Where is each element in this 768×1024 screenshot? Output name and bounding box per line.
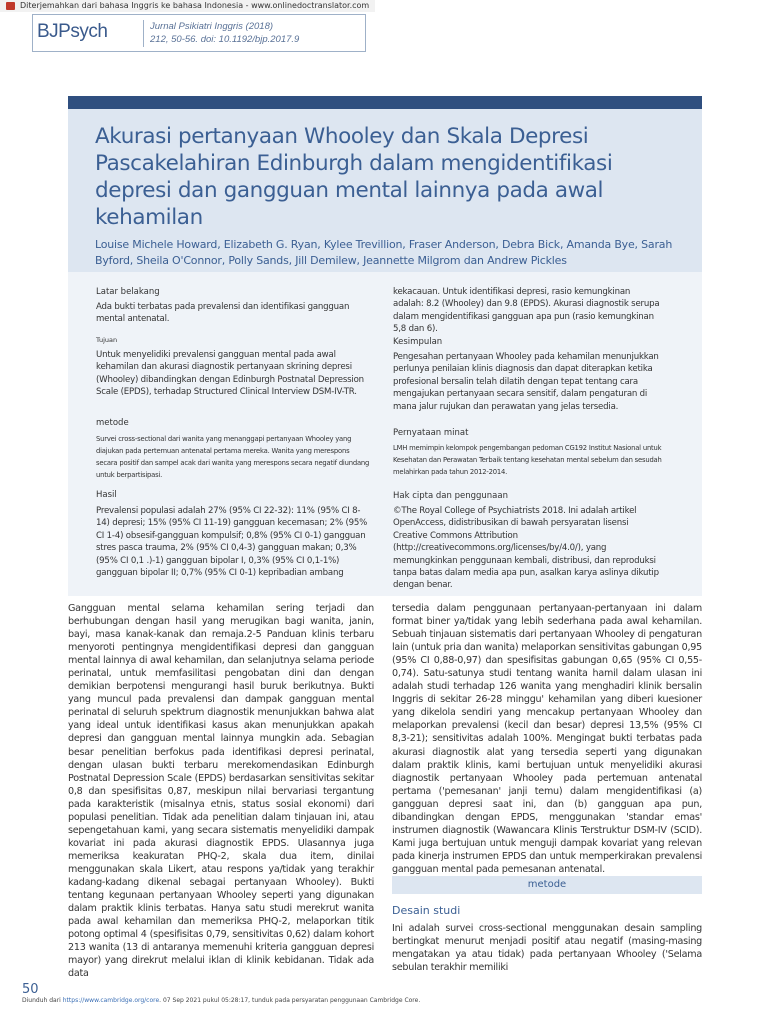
journal-logo: BJPsych [37, 21, 108, 42]
article-authors: Louise Michele Howard, Elizabeth G. Ryan, Kylee Trevillion, Fraser Anderson, Debra Bick, Amanda Bye, Sarah Byford, Sheila O'Connor, Polly Sands, Jill Demilew, Jeannette Milgrom dan Andrew Pickles [95, 238, 673, 267]
footer-suffix: . 07 Sep 2021 pukul 05:28:17, tunduk pada persyaratan penggunaan Cambridge Core. [159, 997, 421, 1004]
journal-divider [143, 20, 144, 47]
journal-doi: 212, 50-56. doi: 10.1192/bjp.2017.9 [150, 34, 300, 45]
body-right-column: tersedia dalam penggunaan pertanyaan-pertanyaan ini dalam format biner ya/tidak yang lebih sederhana pada awal kehamilan. Sebuah tinjauan sistematis dari pertanyaan Whooley di pengaturan lain (untuk pria dan wanita) melaporkan sensitivitas gabungan 0,95 (95% CI 0,88-0,97) dan spesifisitas gabungan 0,65 (95% CI 0,55-0,74). Satu-satunya studi tentang wanita hamil dalam ulasan ini adalah studi terhadap 126 wanita yang menghadiri klinik bersalin Inggris di sekitar 26-28 minggu' kehamilan yang diberi kuesioner yang dikelola sendiri yang mencakup pertanyaan Whooley dan melaporkan prevalensi (kecil dan besar) depresi 13,5% (95% CI 8,3-21); sensitivitas adalah 100%. Mengingat bukti terbatas pada akurasi diagnostik alat yang tersedia seperti yang digunakan dalam praktik klinis, kami bertujuan untuk menyelidiki akurasi diagnostik pertanyaan Whooley pada pertemuan antenatal pertama ('pemesanan' janji temu) dalam mengidentifikasi (a) gangguan depresi saat ini, dan (b) gangguan apa pun, dibandingkan dengan EPDS, menggunakan 'standar emas' instrumen diagnostik (Wawancara Klinis Terstruktur DSM-IV (SCID). Kami juga bertujuan untuk menguji dampak kovariat yang relevan pada kinerja instrumen EPDS dan untuk memperkirakan prevalensi gangguan mental pada pemesanan antenatal. [392, 603, 702, 875]
abstract-copyright-heading: Hak cipta dan penggunaan [393, 491, 508, 501]
abstract-conclusions-heading: Kesimpulan [393, 337, 443, 347]
footer-link[interactable]: https://www.cambridge.org/core [62, 997, 160, 1004]
abstract-results-heading: Hasil [96, 490, 117, 500]
abstract-declaration-heading: Pernyataan minat [393, 428, 469, 438]
article-title: Akurasi pertanyaan Whooley dan Skala Depresi Pascakelahiran Edinburgh dalam mengidentifikasi depresi dan gangguan mental lainnya pada awal kehamilan [95, 124, 613, 230]
abstract-background-heading: Latar belakang [96, 287, 160, 297]
translator-icon [6, 2, 15, 10]
abstract-background-text: Ada bukti terbatas pada prevalensi dan identifikasi gangguan mental antenatal. [96, 302, 350, 325]
journal-header [32, 14, 366, 52]
abstract-results-continued: kekacauan. Untuk identifikasi depresi, rasio kemungkinan adalah: 8.2 (Whooley) dan 9.8 (EPDS). Akurasi diagnostik serupa dalam mengidentifikasi gangguan apa pun (rasio kemungkinan 5,8 dan 6). [393, 287, 660, 335]
journal-name: Jurnal Psikiatri Inggris (2018) [150, 21, 274, 32]
abstract-aims-text: Untuk menyelidiki prevalensi gangguan mental pada awal kehamilan dan akurasi diagnostik pertanyaan skrining depresi (Whooley) dibandingkan dengan Edinburgh Postnatal Depression Scale (EPDS), terhadap Structured Clinical Interview DSM-IV-TR. [96, 350, 364, 398]
download-footer [22, 997, 420, 1004]
journal-citation [150, 20, 299, 46]
body-left-column: Gangguan mental selama kehamilan sering terjadi dan berhubungan dengan hasil yang merugikan bagi wanita, janin, bayi, masa kanak-kanak dan remaja.2-5 Panduan klinis terbaru menyoroti pentingnya mengidentifikasi depresi dan gangguan mental lainnya di awal kehamilan, dan selanjutnya selama periode perinatal, untuk memfasilitasi pengobatan dini dan dengan demikian berpotensi mengurangi hasil buruk berikutnya. Bukti yang muncul pada prevalensi dan dampak gangguan mental perinatal di seluruh spektrum diagnostik menunjukkan bahwa alat yang ideal untuk identifikasi kasus akan menunjukkan apakah depresi dan gangguan mental lainnya mungkin ada. Sebagian besar penelitian berfokus pada identifikasi depresi perinatal, dengan ulasan bukti terbaru merekomendasikan Edinburgh Postnatal Depression Scale (EPDS) berdasarkan sensitivitas sekitar 0,8 dan spesifisitas 0,87, meskipun nilai bervariasi tergantung pada karakteristik (misalnya etnis, status sosial ekonomi) dari populasi penelitian. Tidak ada penelitian dalam tinjauan ini, atau sepengetahuan kami, yang secara sistematis menyelidiki dampak kovariat ini pada akurasi diagnostik EPDS. Ulasannya juga memeriksa keakuratan PHQ-2, skala dua item, dinilai menggunakan skala Likert, atau respons ya/tidak yang terakhir kadang-kadang dikenal sebagai pertanyaan Whooley). Bukti tentang kegunaan pertanyaan Whooley seperti yang digunakan dalam praktik klinis terbatas. Hanya satu studi merekrut wanita pada awal kehamilan dan memeriksa PHQ-2, melaporkan titik potong optimal 4 (spesifisitas 0,79, sensitivitas 0,62) dalam kohort 213 wanita (13 di antaranya memenuhi kriteria gangguan depresi mayor) yang direkrut melalui iklan di klinik kebidanan. Tidak ada data [68, 603, 374, 980]
translator-banner-text: Diterjemahkan dari bahasa Inggris ke bahasa Indonesia - www.onlinedoctranslator.com [20, 1, 370, 10]
abstract-declaration-text: LMH memimpin kelompok pengembangan pedoman CG192 Institut Nasional untuk Kesehatan dan Perawatan Terbaik tentang kesehatan mental sebelum dan sesudah melahirkan pada tahun 2012-2014. [393, 444, 662, 476]
footer-prefix: Diunduh dari [22, 997, 63, 1004]
body-right-column-methods: Ini adalah survei cross-sectional menggunakan desain sampling bertingkat menurut menjadi positif atau negatif (masing-masing mengatakan ya atau tidak) pada pertanyaan Whooley ('Selama sebulan terakhir memiliki [392, 923, 702, 974]
abstract-results-text: Prevalensi populasi adalah 27% (95% CI 22-32): 11% (95% CI 8-14) depresi; 15% (95% CI 11-19) gangguan kecemasan; 2% (95% CI 1-4) obsesif-gangguan kompulsif; 0,8% (95% CI 0-1) gangguan stres pasca trauma, 2% (95% CI 0,4-3) gangguan makan; 0,3% (95% CI 0,1 .)-1) gangguan bipolar I, 0,3% (95% CI 0,1-1%) gangguan bipolar II; 0,7% (95% CI 0-1) kepribadian ambang [96, 506, 368, 579]
abstract-method-text: Survei cross-sectional dari wanita yang menanggapi pertanyaan Whooley yang diajukan pada pertemuan antenatal pertama mereka. Wanita yang merespons secara positif dan sampel acak dari wanita yang merespons secara negatif diundang untuk berpartisipasi. [96, 435, 370, 479]
abstract-aims-heading: Tujuan [96, 336, 118, 344]
abstract-conclusions-text: Pengesahan pertanyaan Whooley pada kehamilan menunjukkan perlunya penilaian klinis diagnosis dan dapat diterapkan ketika profesional bersalin telah dilatih dengan tepat tentang cara mengajukan pertanyaan secara sensitif, dalam pengaturan di mana jalur rujukan dan perawatan yang jelas tersedia. [393, 352, 659, 412]
abstract-panel [68, 272, 702, 596]
translator-banner[interactable] [0, 0, 375, 12]
abstract-copyright-text: ©The Royal College of Psychiatrists 2018. Ini adalah artikel OpenAccess, didistribusikan di bawah persyaratan lisensi Creative Commons Attribution (http://creativecommons.org/licenses/by/4.0/), yang memungkinkan penggunaan kembali, distribusi, dan reproduksi tanpa batas dalam media apa pun, asalkan karya aslinya dikutip dengan benar. [393, 506, 659, 591]
subsection-heading-study-design: Desain studi [392, 904, 461, 917]
section-heading-methods: metode [392, 876, 702, 894]
page-number: 50 [22, 982, 39, 997]
title-panel [68, 96, 702, 272]
abstract-method-heading: metode [96, 418, 129, 428]
